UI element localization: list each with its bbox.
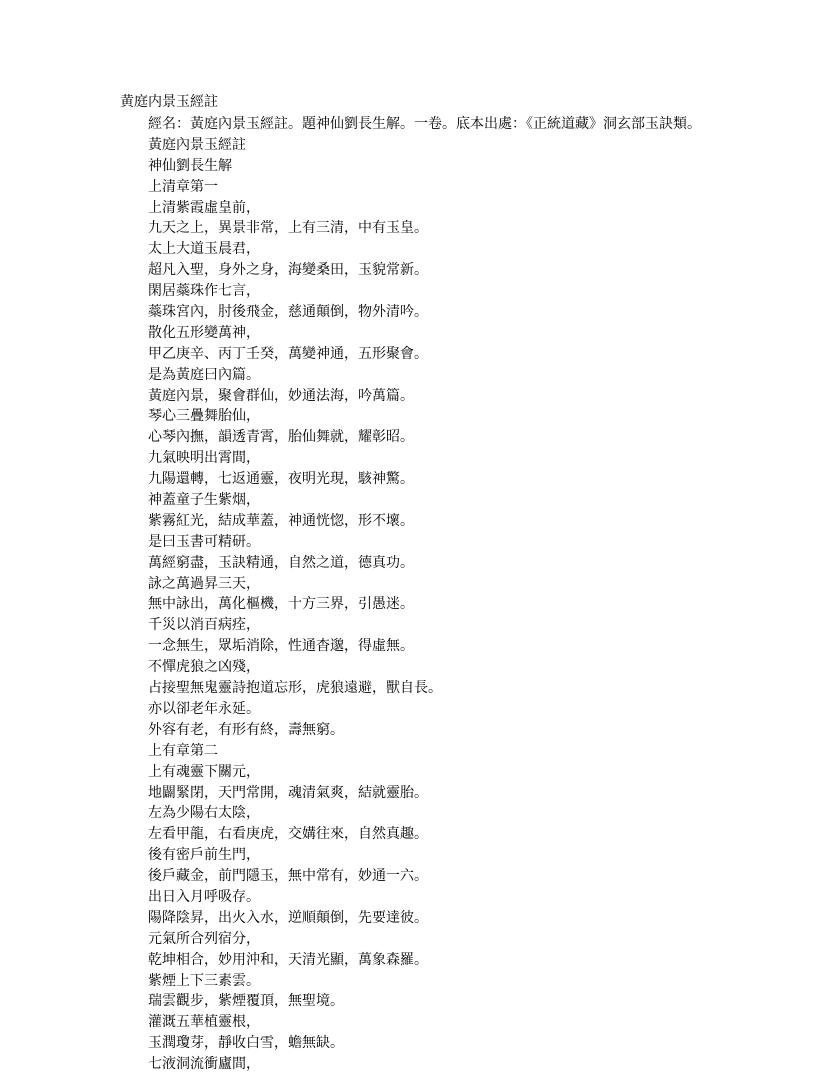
text-line: 九天之上，異景非常，上有三清，中有玉皇。 [148,220,428,237]
text-line: 紫煙上下三素雲。 [148,972,260,989]
text-line: 黃庭內景玉經註 [148,136,246,153]
text-line: 無中詠出，萬化樞機，十方三界，引愚迷。 [148,596,414,613]
text-line: 外容有老，有形有終，壽無窮。 [148,721,344,738]
text-line: 不憚虎狼之凶殘， [148,659,260,676]
text-line: 九氣映明出霄間， [148,450,260,467]
text-line: 左為少陽右太陰， [148,805,260,822]
text-line: 一念無生，眾垢消除，性通杳邈，得虛無。 [148,638,414,655]
text-line: 蘂珠宮內，肘後飛金，慈通顛倒，物外清吟。 [148,304,428,321]
text-line: 乾坤相合，妙用沖和，天清光顯，萬象森羅。 [148,951,428,968]
text-line: 千災以消百病痊， [148,617,260,634]
text-line: 上清紫霞虛皇前， [148,199,260,216]
text-line: 亦以卻老年永延。 [148,700,260,717]
text-line: 後有密戶前生門， [148,847,260,864]
text-line: 閑居蘂珠作七言， [148,283,260,300]
text-line: 占接聖無鬼靈詩抱道忘形，虎狼遠避，獸自長。 [148,680,442,697]
text-lines [148,114,701,1075]
text-line: 玉潤瓊芽，靜收白雪，蟾無缺。 [148,1035,344,1052]
text-line: 上有魂靈下關元， [148,763,260,780]
text-line: 灌溉五華植靈根， [148,1014,260,1031]
text-line: 上有章第二 [148,742,218,759]
text-line: 是為黃庭曰內篇。 [148,366,260,383]
text-line: 後戶藏金，前門隱玉，無中常有，妙通一六。 [148,868,428,885]
text-line: 萬經窮盡，玉訣精通，自然之道，德真功。 [148,554,414,571]
text-line: 元氣所合列宿分， [148,930,260,947]
text-line: 紫霧紅光，結成華蓋，神通恍惚，形不壞。 [148,512,414,529]
text-line: 出日入月呼吸存。 [148,888,260,905]
text-line: 七液洞流衝廬間， [148,1056,260,1073]
text-line: 是曰玉書可精研。 [148,533,260,550]
text-line: 地闢緊閉，天門常開，魂清氣爽，結就靈胎。 [148,784,428,801]
text-line: 散化五形變萬神， [148,324,260,341]
text-line: 黃庭內景，聚會群仙，妙通法海，吟萬篇。 [148,387,414,404]
text-line: 神蓋童子生紫烟， [148,492,260,509]
text-line: 心琴內撫，韻透青霄，胎仙舞就，耀彰昭。 [148,429,414,446]
text-line: 琴心三疊舞胎仙， [148,408,260,425]
text-line: 上清章第一 [148,178,218,195]
text-line: 甲乙庚辛、丙丁壬癸，萬變神通，五形聚會。 [148,345,428,362]
text-line: 左看甲龍，右看庚虎，交媾往來，自然真趣。 [148,826,428,843]
text-line: 瑞雲觀步，紫煙覆頂，無聖境。 [148,993,344,1010]
text-line: 九陽還轉，七返通靈，夜明光現，駭神驚。 [148,471,414,488]
text-line: 超凡入聖，身外之身，海變桑田，玉貌常新。 [148,262,428,279]
text-line: 太上大道玉晨君， [148,241,260,258]
text-line: 陽降陰昇，出火入水，逆順顛倒，先要達彼。 [148,909,428,926]
text-line: 神仙劉長生解 [148,157,232,174]
text-line: 詠之萬過昇三天， [148,575,260,592]
document-title: 黄庭内景玉經註 [120,94,218,110]
text-line: 經名：黃庭內景玉經註。題神仙劉長生解。一卷。底本出處：《正統道藏》洞玄部玉訣類。 [148,116,701,132]
